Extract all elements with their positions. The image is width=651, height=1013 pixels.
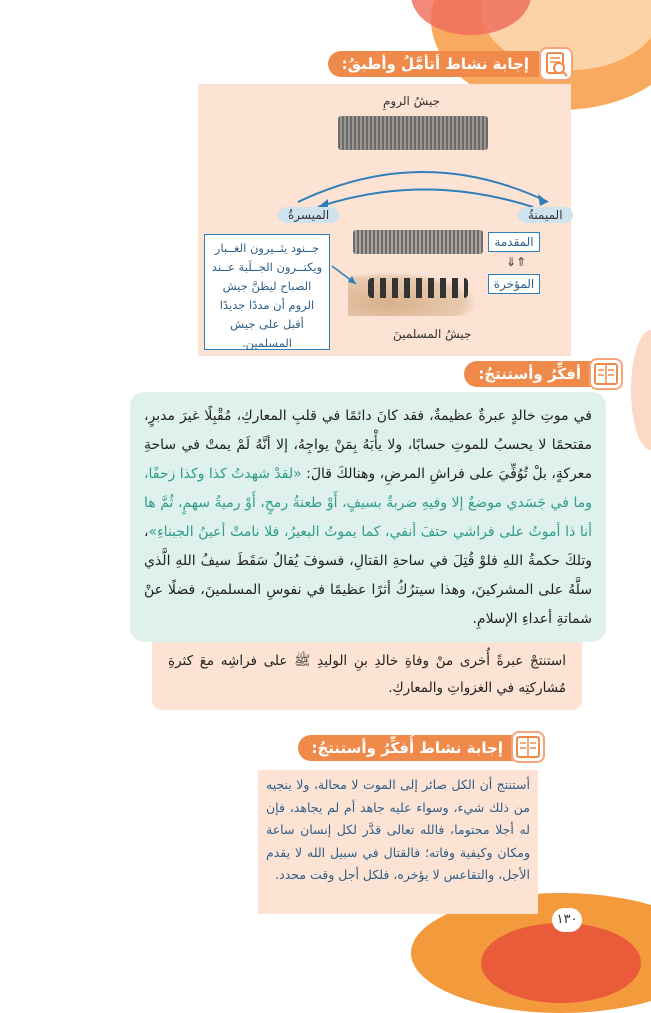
activity1-heading: إجابة نشاط أتأمَّلُ وأطبقُ: (328, 51, 539, 77)
activity2-icon-box (589, 358, 623, 390)
activity3-icon-box (511, 731, 545, 763)
muslim-army-label: جيشُ المسلمينَ (393, 327, 472, 341)
right-flank-label: الميمنةُ (518, 207, 573, 223)
khalid-quote: «لقدْ شهدتُ كذا وكذا زحفًا، وما في جَسَدي موضعٌ إلا وفيهِ ضربةٌ بسيفٍ، أَوْ طعنةُ رمحٍ، أَوْ رميةُ سهمٍ، ثُمَّ ها أنا ذا أموتُ على فراشي حتفَ أنفي، كما يموتُ البعيرُ، فلا نامتْ أعينُ الجبناءِ» (144, 466, 592, 540)
note-pointer-arrow (330, 264, 360, 288)
answer-panel: أستنتج أن الكل صائر إلى الموت لا محالة، ولا ينجيه من ذلك شيء، وسواء عليه جاهد أم لم يجاهد، فإن له أجلا محتوما، فالله تعالى قدَّر لكل إنسان ساعة ومكان وكيفية وفاته؛ فالقتال في سبيل الله لا يقدم الأجل، والتقاعس لا يؤخره، فلكل أجل وقت محدد. (258, 770, 538, 914)
decor-right-stripe (631, 330, 651, 450)
dust-tactic-note: جــنود يثــيرون الغــبار ويكتــرون الجــلَبة عــند الصباح ليظنَّ جيش الروم أن مددًا جديدًا أقبل على جيش المسلمين. (204, 234, 330, 350)
rear-label: المؤخرة (488, 274, 540, 294)
activity2-heading: أفكِّرُ وأستنتجُ: (464, 361, 591, 387)
decor-bottom-blob-dark (481, 923, 641, 1003)
left-flank-label: الميسرةُ (278, 207, 339, 223)
book-list-icon (511, 731, 545, 763)
muslim-vanguard-figures (353, 230, 483, 254)
passage-text-before: في موتِ خالدٍ عبرةٌ عظيمةٌ، فقد كانَ دائمًا في قلبِ المعاركِ، مُقْبِلًا غيرَ مدبرٍ، مقتحمًا لا يحسبُ للموتِ حسابًا، ولا يأْبَهُ بِمَنْ يواجِهُ، إلا أنَّهُ لَمْ يمتْ في ساحةِ معركةٍ، بلْ تُوُفِّيَ على فراشِ المرضِ، وهنالكَ قالَ: (144, 408, 592, 482)
document-magnifier-icon (539, 47, 573, 81)
vanguard-label: المقدمة (488, 232, 540, 252)
diagram-panel (198, 84, 571, 356)
book-list-icon (589, 358, 623, 390)
page-number: ١٣٠ (552, 908, 582, 932)
passage-panel (130, 392, 606, 642)
cavalry-dust-figures (348, 272, 478, 316)
flank-arrows (288, 152, 558, 212)
passage-text-after: ، وتلكَ حكمةُ اللهِ فلوْ قُتِلَ في ساحةِ القتالِ، فسوفَ يُقالُ سَقَطَ سيفُ اللهِ الَّذي سلَّهُ على المشركينَ، وهذا سيترُكُ أثرًا عظيمًا في نفوسِ المسلمينَ، فضلًا عنْ شماتةِ أعداءِ الإسلامِ. (144, 524, 592, 627)
task-panel: استنتجْ عبرةً أُخرى منْ وفاةِ خالدِ بنِ الوليدِ ﷺ على فراشِه معَ كثرةِ مُشاركتِه في الغزواتِ والمعاركِ. (152, 642, 582, 710)
roman-army-figures (338, 116, 488, 150)
swap-arrows: ⇑⇓ (506, 255, 527, 269)
activity3-heading: إجابة نشاط أُفكِّرُ وأستنتجُ: (298, 735, 514, 761)
roman-army-label: جيشُ الرومِ (383, 94, 440, 108)
activity1-icon-box (539, 47, 573, 81)
